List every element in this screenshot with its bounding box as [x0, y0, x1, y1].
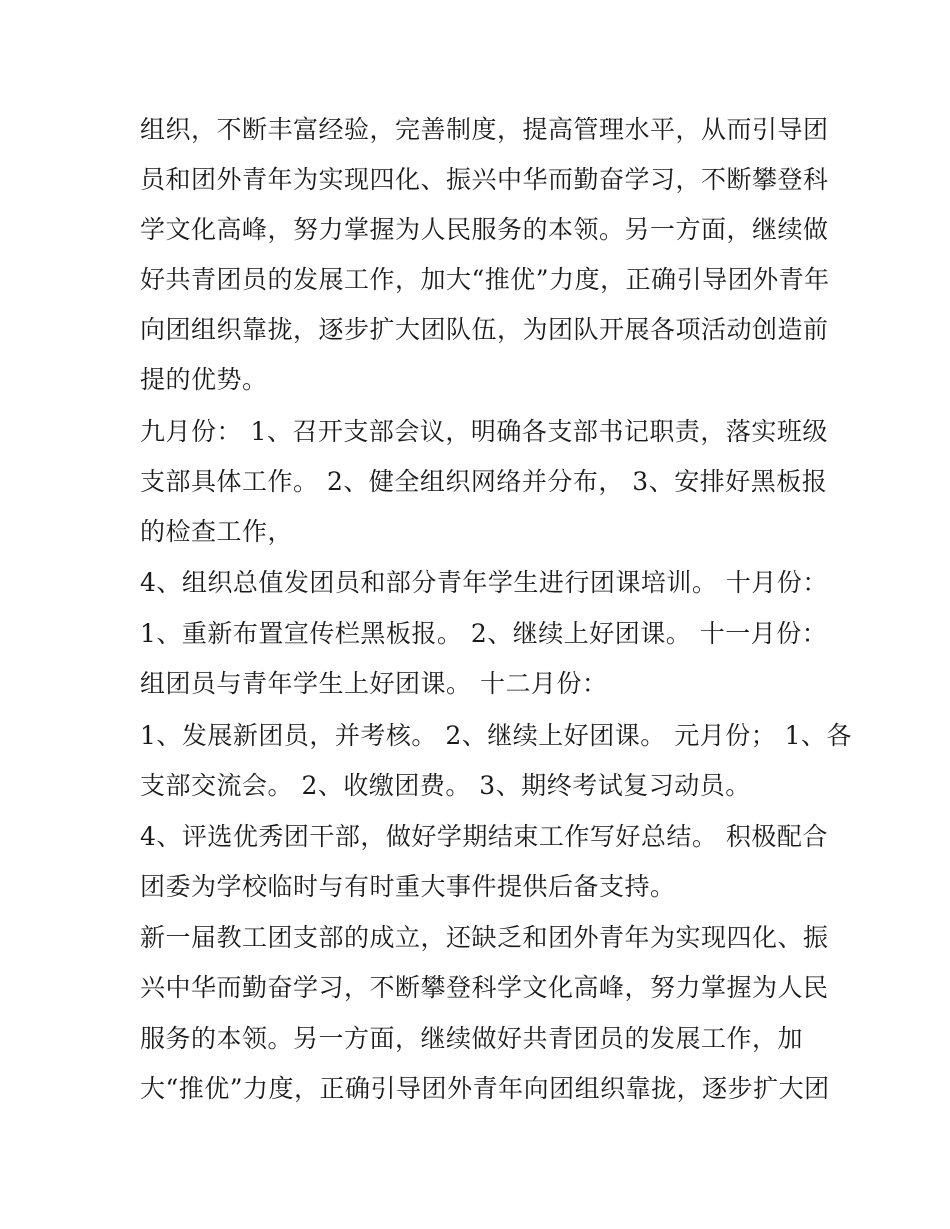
- text-line: 支部交流会。 2、收缴团费。 3、期终考试复习动员。: [140, 771, 751, 800]
- text-line: 服务的本领。另一方面，继续做好共青团员的发展工作，加: [140, 1024, 804, 1053]
- text-line: 兴中华而勤奋学习，不断攀登科学文化高峰，努力掌握为人民: [140, 973, 829, 1002]
- text-line: 的检查工作，: [140, 517, 294, 546]
- text-line: 4、评选优秀团干部，做好学期结束工作写好总结。 积极配合: [140, 822, 828, 851]
- text-line: 团委为学校临时与有时重大事件提供后备支持。: [140, 872, 676, 901]
- text-line: 向团组织靠拢，逐步扩大团队伍，为团队开展各项活动创造前: [140, 315, 829, 344]
- text-line: 1、重新布置宣传栏黑板报。 2、继续上好团课。 十一月份：: [140, 619, 828, 648]
- text-line: 新一届教工团支部的成立，还缺乏和团外青年为实现四化、振: [140, 923, 829, 952]
- text-line: 4、组织总值发团员和部分青年学生进行团课培训。 十月份：: [140, 568, 828, 597]
- text-line: 提的优势。: [140, 365, 268, 394]
- text-line: 支部具体工作。 2、健全组织网络并分布， 3、安排好黑板报: [140, 467, 828, 496]
- text-line: 学文化高峰，努力掌握为人民服务的本领。另一方面，继续做: [140, 215, 829, 244]
- text-line: 组团员与青年学生上好团课。 十二月份：: [140, 669, 608, 698]
- text-line: 大“推优”力度，正确引导团外青年向团组织靠拢，逐步扩大团: [140, 1074, 830, 1103]
- text-line: 1、发展新团员，并考核。 2、继续上好团课。 元月份； 1、各: [140, 721, 853, 750]
- text-line: 组织，不断丰富经验，完善制度，提高管理水平，从而引导团: [140, 115, 829, 144]
- text-line: 员和团外青年为实现四化、振兴中华而勤奋学习，不断攀登科: [140, 165, 829, 194]
- text-line: 好共青团员的发展工作，加大“推优”力度，正确引导团外青年: [140, 265, 830, 294]
- text-line: 九月份： 1、召开支部会议，明确各支部书记职责，落实班级: [140, 417, 828, 446]
